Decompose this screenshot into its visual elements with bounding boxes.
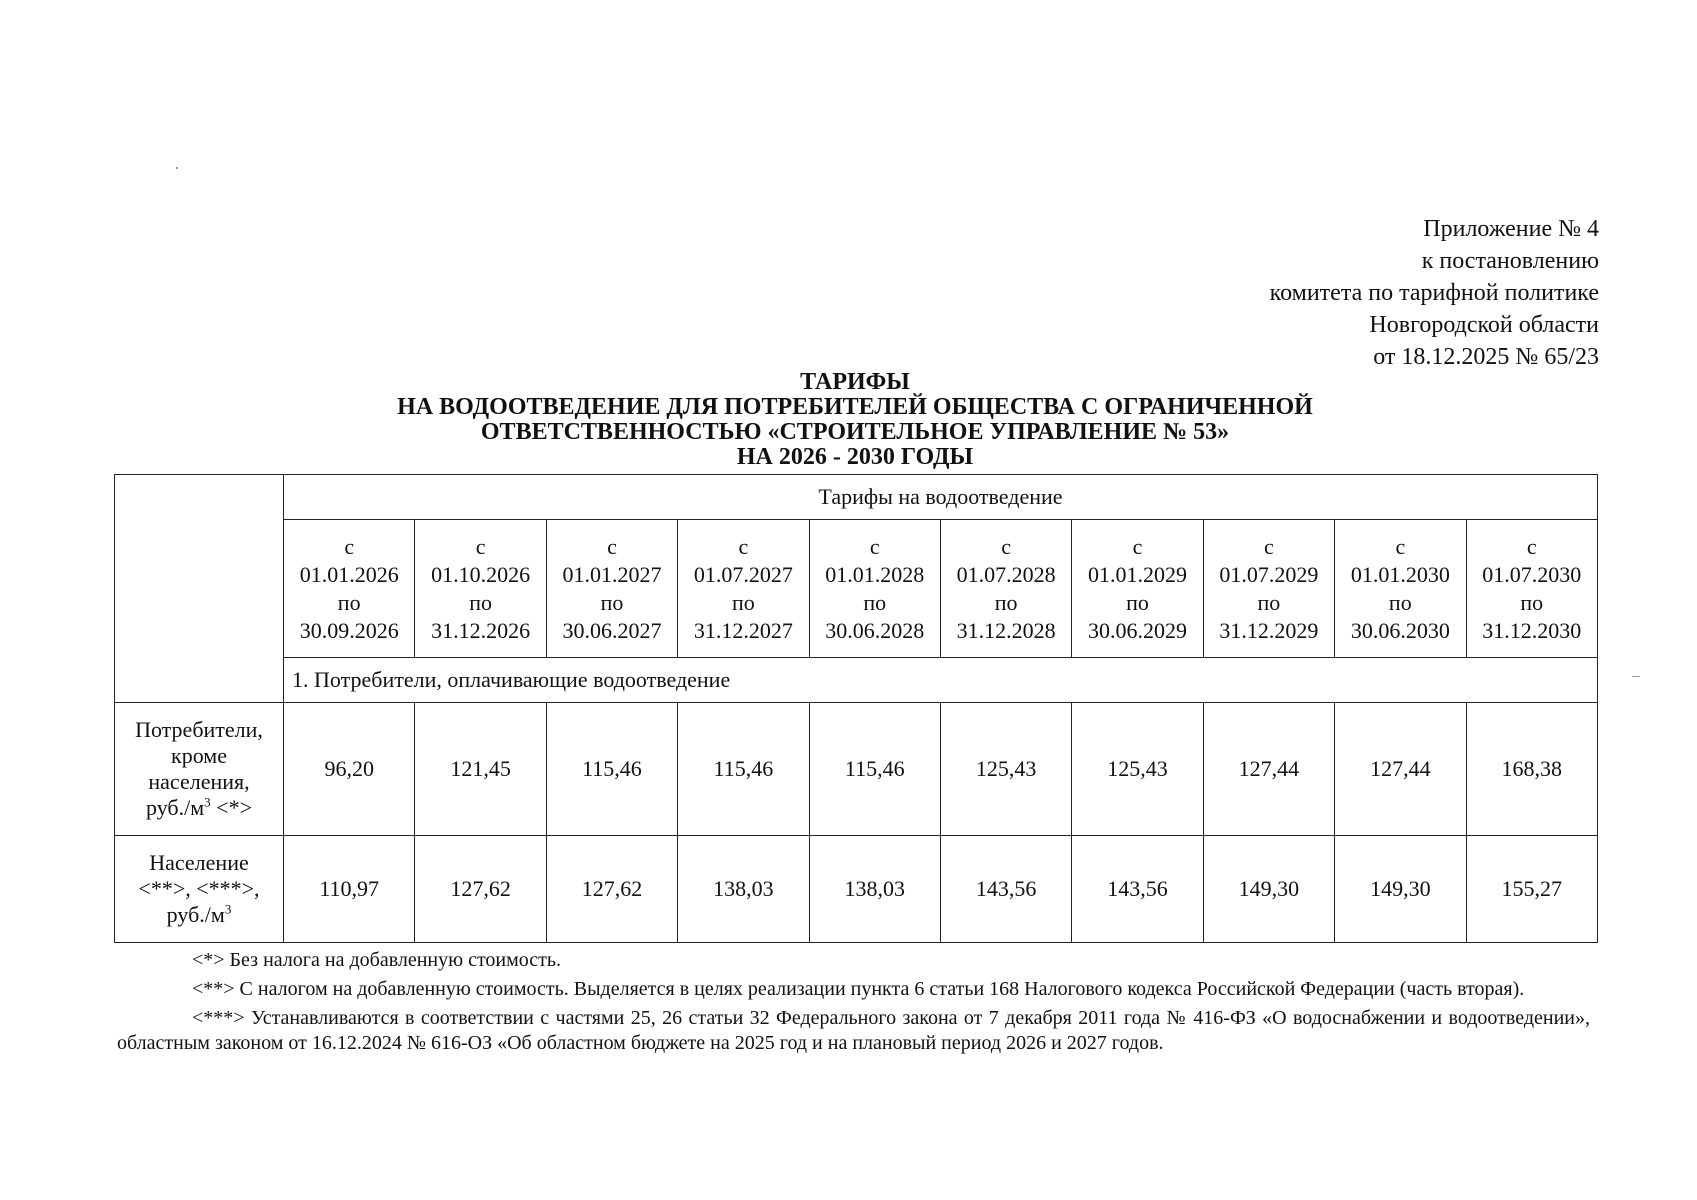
appendix-line: Новгородской области [1369, 312, 1599, 338]
title-line: НА ВОДООТВЕДЕНИЕ ДЛЯ ПОТРЕБИТЕЛЕЙ ОБЩЕСТВА С ОГРАНИЧЕННОЙ [397, 394, 1313, 420]
period-to: 31.12.2030 [1482, 617, 1582, 643]
period-to: 30.06.2028 [825, 617, 925, 643]
tariff-value: 115,46 [546, 703, 677, 836]
row-label-unit [115, 902, 283, 928]
period-cell [415, 520, 546, 658]
tariff-value: 143,56 [1072, 836, 1203, 943]
row-label [115, 703, 284, 836]
period-from: 01.07.2029 [1219, 561, 1319, 587]
unit-superscript: 3 [224, 901, 232, 917]
period-from: 01.01.2028 [825, 561, 925, 587]
row-label-line: Население [149, 850, 249, 875]
row-label-line: Потребители, [135, 717, 263, 742]
period-from: 01.01.2029 [1088, 561, 1188, 587]
tariff-value: 110,97 [284, 836, 415, 943]
unit-superscript: 3 [204, 794, 211, 810]
scan-speck [1632, 676, 1640, 677]
period-c: с [344, 533, 355, 559]
period-to-word: по [1257, 589, 1281, 615]
footnotes [117, 948, 1590, 1060]
unit-text: руб./м [166, 902, 225, 927]
tariff-table [114, 474, 1598, 943]
period-to-word: по [863, 589, 887, 615]
tariff-value: 127,44 [1203, 703, 1334, 836]
scan-speck [176, 167, 178, 169]
period-to: 31.12.2027 [693, 617, 793, 643]
row-label-line: кроме [171, 743, 227, 768]
period-cell [284, 520, 415, 658]
period-cell [940, 520, 1071, 658]
group-row [115, 658, 1598, 703]
document-title [110, 370, 1600, 470]
period-cell [1072, 520, 1203, 658]
period-to: 31.12.2029 [1219, 617, 1319, 643]
title-line: ТАРИФЫ [800, 369, 910, 395]
period-to: 31.12.2028 [956, 617, 1056, 643]
tariff-value: 127,44 [1335, 703, 1466, 836]
period-cell [1203, 520, 1334, 658]
row-label [115, 836, 284, 943]
period-to-word: по [731, 589, 755, 615]
period-to: 31.12.2026 [431, 617, 531, 643]
period-c: с [475, 533, 486, 559]
period-from: 01.01.2026 [299, 561, 399, 587]
period-to-word: по [469, 589, 492, 615]
period-row [115, 520, 1598, 658]
period-cell [1335, 520, 1466, 658]
title-line: ОТВЕТСТВЕННОСТЬЮ «СТРОИТЕЛЬНОЕ УПРАВЛЕНИЕ № 53» [480, 419, 1230, 445]
appendix-line: Приложение № 4 [1423, 216, 1599, 242]
tariff-value: 149,30 [1203, 836, 1334, 943]
period-c: с [1264, 533, 1274, 559]
period-cell [1466, 520, 1597, 658]
period-from: 01.07.2027 [693, 561, 793, 587]
period-c: с [738, 533, 749, 559]
period-from: 01.07.2030 [1482, 561, 1582, 587]
appendix-line: комитета по тарифной политике [1269, 280, 1599, 306]
tariff-value: 115,46 [809, 703, 940, 836]
footnote-marker: <*> [210, 795, 252, 820]
tariff-value: 138,03 [678, 836, 809, 943]
tariff-value: 125,43 [940, 703, 1071, 836]
period-cell [809, 520, 940, 658]
tariff-value: 168,38 [1466, 703, 1597, 836]
appendix-line: от 18.12.2025 № 65/23 [1373, 344, 1599, 370]
period-to: 30.06.2027 [562, 617, 662, 643]
row-label-line: населения, [148, 769, 250, 794]
period-to-word: по [1126, 589, 1149, 615]
period-c: с [1001, 533, 1012, 559]
tariff-value: 155,27 [1466, 836, 1597, 943]
period-to: 30.09.2026 [299, 617, 399, 643]
table-row [115, 836, 1598, 943]
period-to-word: по [1520, 589, 1544, 615]
period-to-word: по [337, 589, 361, 615]
appendix-line: к постановлению [1421, 248, 1599, 274]
tariff-value: 96,20 [284, 703, 415, 836]
tariff-value: 149,30 [1335, 836, 1466, 943]
period-c: с [1526, 533, 1537, 559]
period-cell [546, 520, 677, 658]
table-header: Тарифы на водоотведение [284, 475, 1598, 520]
period-c: с [1395, 533, 1406, 559]
unit-text: руб./м [146, 795, 205, 820]
footnote: <**> С налогом на добавленную стоимость. Выделяется в целях реализации пункта 6 статьи 168 Налогового кодекса Российской Федерации (часть вторая). [192, 978, 1525, 1000]
period-to-word: по [994, 589, 1018, 615]
tariff-value: 121,45 [415, 703, 546, 836]
corner-cell [115, 475, 284, 703]
period-from: 01.10.2026 [431, 561, 531, 587]
period-to-word: по [600, 589, 624, 615]
period-cell [678, 520, 809, 658]
footnote: <*> Без налога на добавленную стоимость. [192, 949, 562, 971]
table-row [115, 703, 1598, 836]
tariff-value: 127,62 [415, 836, 546, 943]
appendix-block [1270, 213, 1599, 373]
tariff-value: 138,03 [809, 836, 940, 943]
period-to-word: по [1388, 589, 1412, 615]
table-header-row [115, 475, 1598, 520]
period-from: 01.01.2027 [562, 561, 662, 587]
period-from: 01.07.2028 [956, 561, 1056, 587]
period-to: 30.06.2029 [1088, 617, 1188, 643]
period-c: с [1132, 533, 1143, 559]
period-to: 30.06.2030 [1350, 617, 1450, 643]
footnote: <***> Устанавливаются в соответствии с частями 25, 26 статьи 32 Федерального закона от 7 декабря 2011 года № 416-ФЗ «О водоснабжении и водоотведении», областным законом от 16.12.2024 № 616-ОЗ «Об областном бюджете на 2025 год и на плановый период 2026 и 2027 годов. [117, 1007, 1590, 1054]
tariff-value: 127,62 [546, 836, 677, 943]
tariff-value: 143,56 [940, 836, 1071, 943]
group-label: 1. Потребители, оплачивающие водоотведение [284, 658, 1598, 703]
period-c: с [607, 533, 617, 559]
period-from: 01.01.2030 [1350, 561, 1450, 587]
row-label-line: <**>, <***>, [138, 876, 260, 901]
title-line: НА 2026 - 2030 ГОДЫ [736, 444, 974, 470]
tariff-value: 115,46 [678, 703, 809, 836]
tariff-value: 125,43 [1072, 703, 1203, 836]
row-label-unit [115, 795, 283, 821]
period-c: с [869, 533, 880, 559]
